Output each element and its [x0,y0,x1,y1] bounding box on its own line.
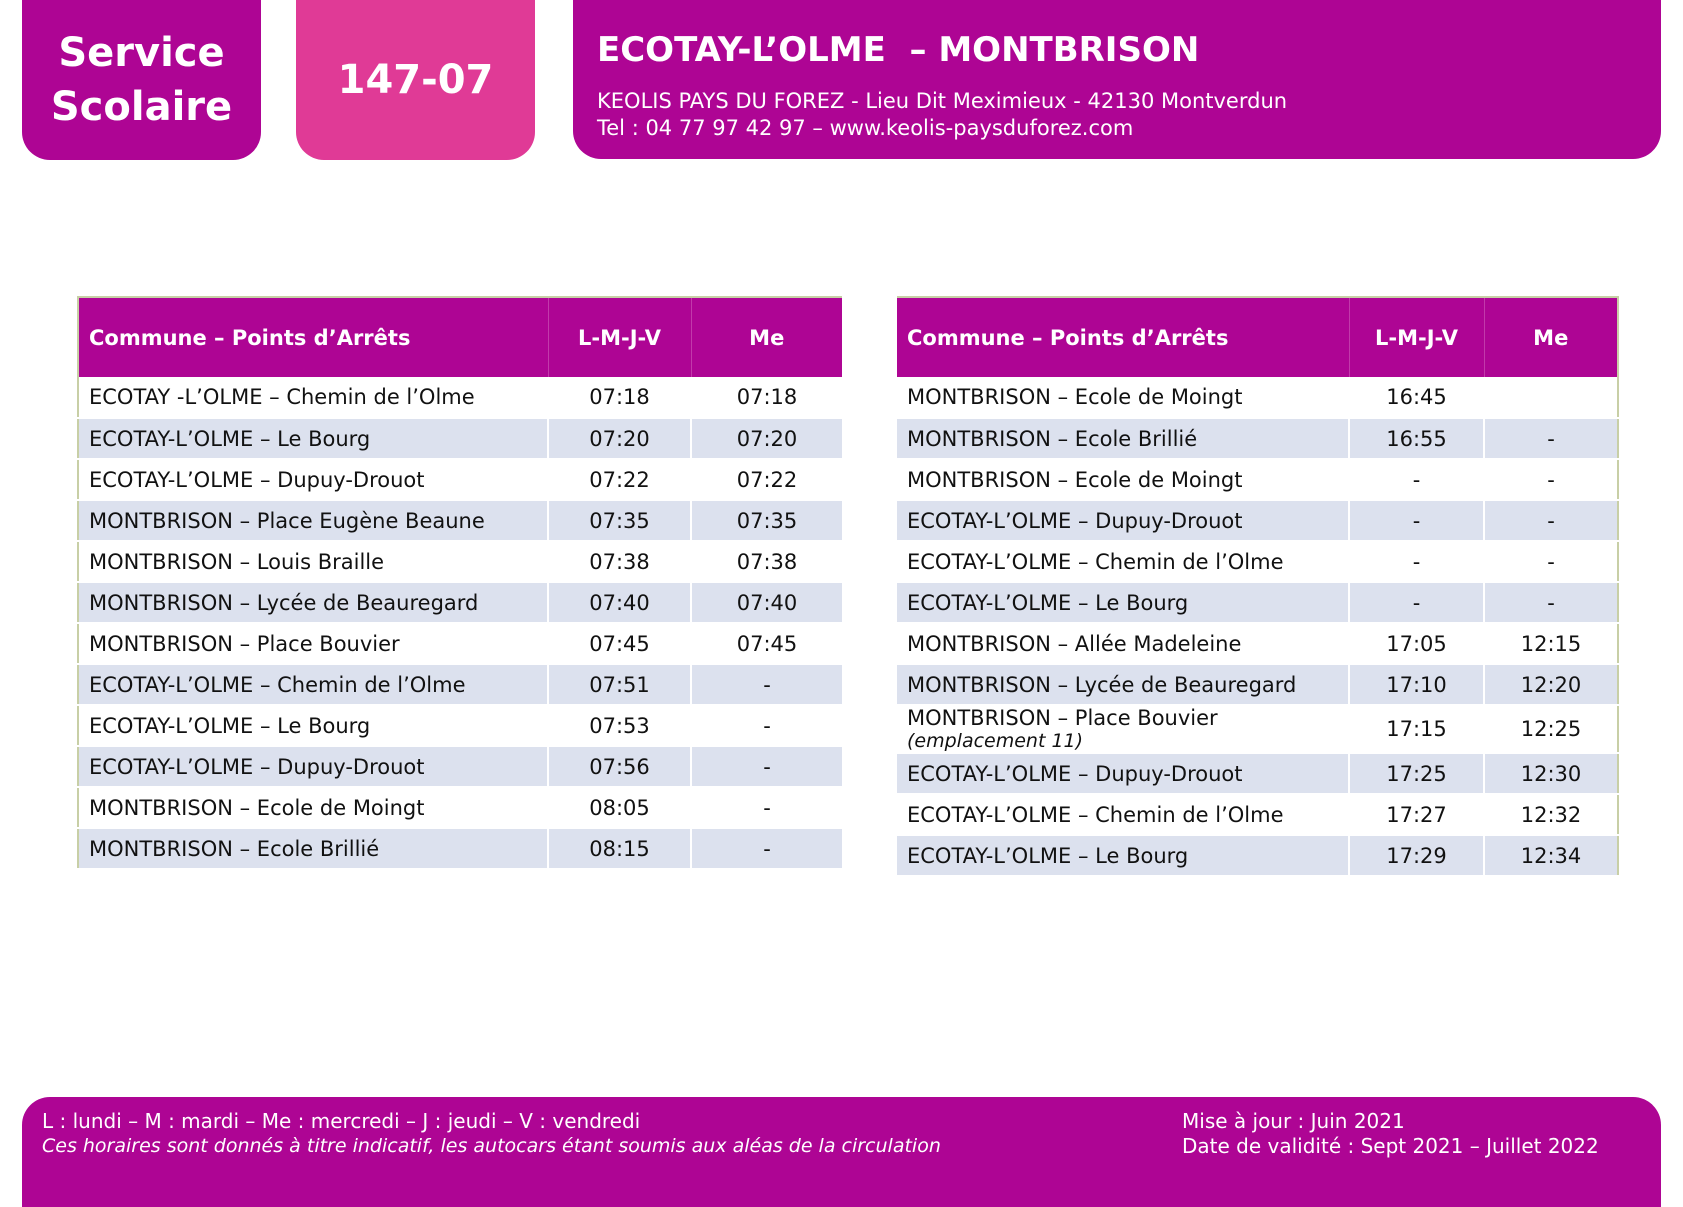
stop-name [78,500,548,541]
service-badge [22,0,261,160]
table-row [78,705,842,746]
time-me: - [1484,500,1618,541]
time-lmjv: 07:40 [548,582,691,623]
update-date: Mise à jour : Juin 2021 [1182,1109,1405,1133]
stop-name [897,377,1349,418]
time-me: 12:34 [1484,835,1618,876]
time-lmjv: 07:38 [548,541,691,582]
stop-name-text: MONTBRISON – Ecole de Moingt [89,795,425,820]
table-row [78,787,842,828]
time-me: 07:35 [691,500,842,541]
stop-name-text: ECOTAY-L’OLME – Le Bourg [907,590,1189,615]
time-lmjv: 08:15 [548,828,691,869]
time-lmjv: 07:20 [548,418,691,459]
stop-name [78,623,548,664]
stop-name-text: MONTBRISON – Allée Madeleine [907,631,1242,656]
time-me: - [1484,582,1618,623]
line-number: 147-07 [337,57,494,103]
stop-name [897,664,1349,705]
time-lmjv: 17:10 [1349,664,1484,705]
table-header-row [897,297,1618,377]
time-lmjv: 08:05 [548,787,691,828]
stop-name-text: ECOTAY-L’OLME – Chemin de l’Olme [89,672,466,697]
table-row [897,459,1618,500]
footer-band [22,1097,1661,1207]
table-row [897,418,1618,459]
time-lmjv: - [1349,541,1484,582]
time-lmjv: 16:45 [1349,377,1484,418]
table-header-row [78,297,842,377]
stop-name [897,500,1349,541]
table-row [897,582,1618,623]
stop-name [78,705,548,746]
stop-name [78,746,548,787]
column-header-me: Me [691,297,842,377]
stop-name-text: MONTBRISON – Ecole de Moingt [907,385,1243,409]
stop-note: (emplacement 11) [907,729,1084,752]
stop-name [897,753,1349,794]
table-row [897,835,1618,876]
column-header-stops: Commune – Points d’Arrêts [897,297,1349,377]
table-row [78,541,842,582]
table-row [897,541,1618,582]
time-me: 07:40 [691,582,842,623]
stop-name [897,541,1349,582]
stop-name-text: MONTBRISON – Ecole Brillié [89,836,380,861]
route-header [573,0,1661,159]
time-me: - [1484,541,1618,582]
table-row [897,794,1618,835]
stop-name-text: ECOTAY-L’OLME – Chemin de l’Olme [907,802,1284,827]
time-lmjv: 17:15 [1349,705,1484,753]
stop-name-text: MONTBRISON – Lycée de Beauregard [907,672,1297,697]
table-row [897,500,1618,541]
stop-name [897,582,1349,623]
time-lmjv: - [1349,500,1484,541]
stop-name-text: ECOTAY-L’OLME – Dupuy-Drouot [907,761,1243,786]
operator-contact: Tel : 04 77 97 42 97 – www.keolis-paysduforez.com [597,116,1134,140]
time-lmjv: 07:51 [548,664,691,705]
table-row [897,377,1618,418]
stop-name [897,705,1349,753]
table-row [78,377,842,418]
time-lmjv: 07:22 [548,459,691,500]
column-header-lmjv: L-M-J-V [1349,297,1484,377]
time-lmjv: 17:27 [1349,794,1484,835]
day-legend: L : lundi – M : mardi – Me : mercredi – J : jeudi – V : vendredi [42,1109,641,1133]
column-header-stops: Commune – Points d’Arrêts [78,297,548,377]
time-me: 12:20 [1484,664,1618,705]
time-lmjv: 16:55 [1349,418,1484,459]
column-header-lmjv: L-M-J-V [548,297,691,377]
stop-name [897,623,1349,664]
time-me: - [691,705,842,746]
time-me: - [1484,418,1618,459]
table-row [78,459,842,500]
time-lmjv: 07:56 [548,746,691,787]
stop-name [78,582,548,623]
time-lmjv: 07:18 [548,377,691,418]
line-number-badge [296,0,535,160]
timetable-outbound [77,296,842,870]
stop-name [78,828,548,869]
table-row [897,753,1618,794]
table-row [78,582,842,623]
stop-name [78,377,548,418]
stop-name [897,418,1349,459]
time-me: 07:38 [691,541,842,582]
time-lmjv: 17:05 [1349,623,1484,664]
validity-period: Date de validité : Sept 2021 – Juillet 2022 [1182,1134,1599,1158]
table-row [78,664,842,705]
stop-name [78,541,548,582]
disclaimer: Ces horaires sont donnés à titre indicatif, les autocars étant soumis aux aléas de la circulation [42,1135,941,1157]
time-lmjv: 07:45 [548,623,691,664]
time-me: 12:15 [1484,623,1618,664]
stop-name [78,787,548,828]
table-row [78,746,842,787]
table-row [78,418,842,459]
time-me: 12:30 [1484,753,1618,794]
time-me [1484,377,1618,418]
stop-name [78,418,548,459]
stop-name [78,664,548,705]
stop-name-text: ECOTAY-L’OLME – Le Bourg [89,713,371,738]
stop-name-text: MONTBRISON – Louis Braille [89,549,385,574]
stop-name-text: ECOTAY -L’OLME – Chemin de l’Olme [89,385,475,409]
stop-name-text: MONTBRISON – Place Bouvier [907,705,1218,730]
stop-name [78,459,548,500]
table-row [897,623,1618,664]
time-me: 07:20 [691,418,842,459]
stop-name-text: ECOTAY-L’OLME – Le Bourg [907,843,1189,868]
time-lmjv: 17:25 [1349,753,1484,794]
stop-name-text: MONTBRISON – Place Bouvier [89,631,400,656]
time-lmjv: 07:35 [548,500,691,541]
table-row [897,705,1618,753]
column-header-me: Me [1484,297,1618,377]
stop-name [897,459,1349,500]
time-me: 07:45 [691,623,842,664]
time-me: 07:18 [691,377,842,418]
stop-name-text: ECOTAY-L’OLME – Dupuy-Drouot [907,508,1243,533]
table-row [78,500,842,541]
stop-name [897,794,1349,835]
stop-name-text: ECOTAY-L’OLME – Chemin de l’Olme [907,549,1284,574]
stop-name [897,835,1349,876]
timetable-return [897,296,1619,877]
route-title: ECOTAY-L’OLME – MONTBRISON [597,30,1200,70]
time-lmjv: - [1349,582,1484,623]
table-row [897,664,1618,705]
time-me: - [1484,459,1618,500]
stop-name-text: MONTBRISON – Lycée de Beauregard [89,590,479,615]
time-me: 07:22 [691,459,842,500]
time-me: - [691,746,842,787]
time-me: 12:32 [1484,794,1618,835]
time-lmjv: 07:53 [548,705,691,746]
stop-name-text: MONTBRISON – Ecole Brillié [907,426,1198,451]
stop-name-text: MONTBRISON – Ecole de Moingt [907,467,1243,492]
stop-name-text: ECOTAY-L’OLME – Le Bourg [89,426,371,451]
time-me: - [691,787,842,828]
service-label-line1: Service [58,30,225,76]
stop-name-text: MONTBRISON – Place Eugène Beaune [89,508,485,533]
time-me: - [691,828,842,869]
service-label-line2: Scolaire [50,84,233,130]
table-row [78,623,842,664]
time-me: - [691,664,842,705]
operator-address: KEOLIS PAYS DU FOREZ - Lieu Dit Meximieux - 42130 Montverdun [597,89,1288,113]
stop-name-text: ECOTAY-L’OLME – Dupuy-Drouot [89,754,425,779]
time-me: 12:25 [1484,705,1618,753]
stop-name-text: ECOTAY-L’OLME – Dupuy-Drouot [89,467,425,492]
table-row [78,828,842,869]
time-lmjv: 17:29 [1349,835,1484,876]
time-lmjv: - [1349,459,1484,500]
